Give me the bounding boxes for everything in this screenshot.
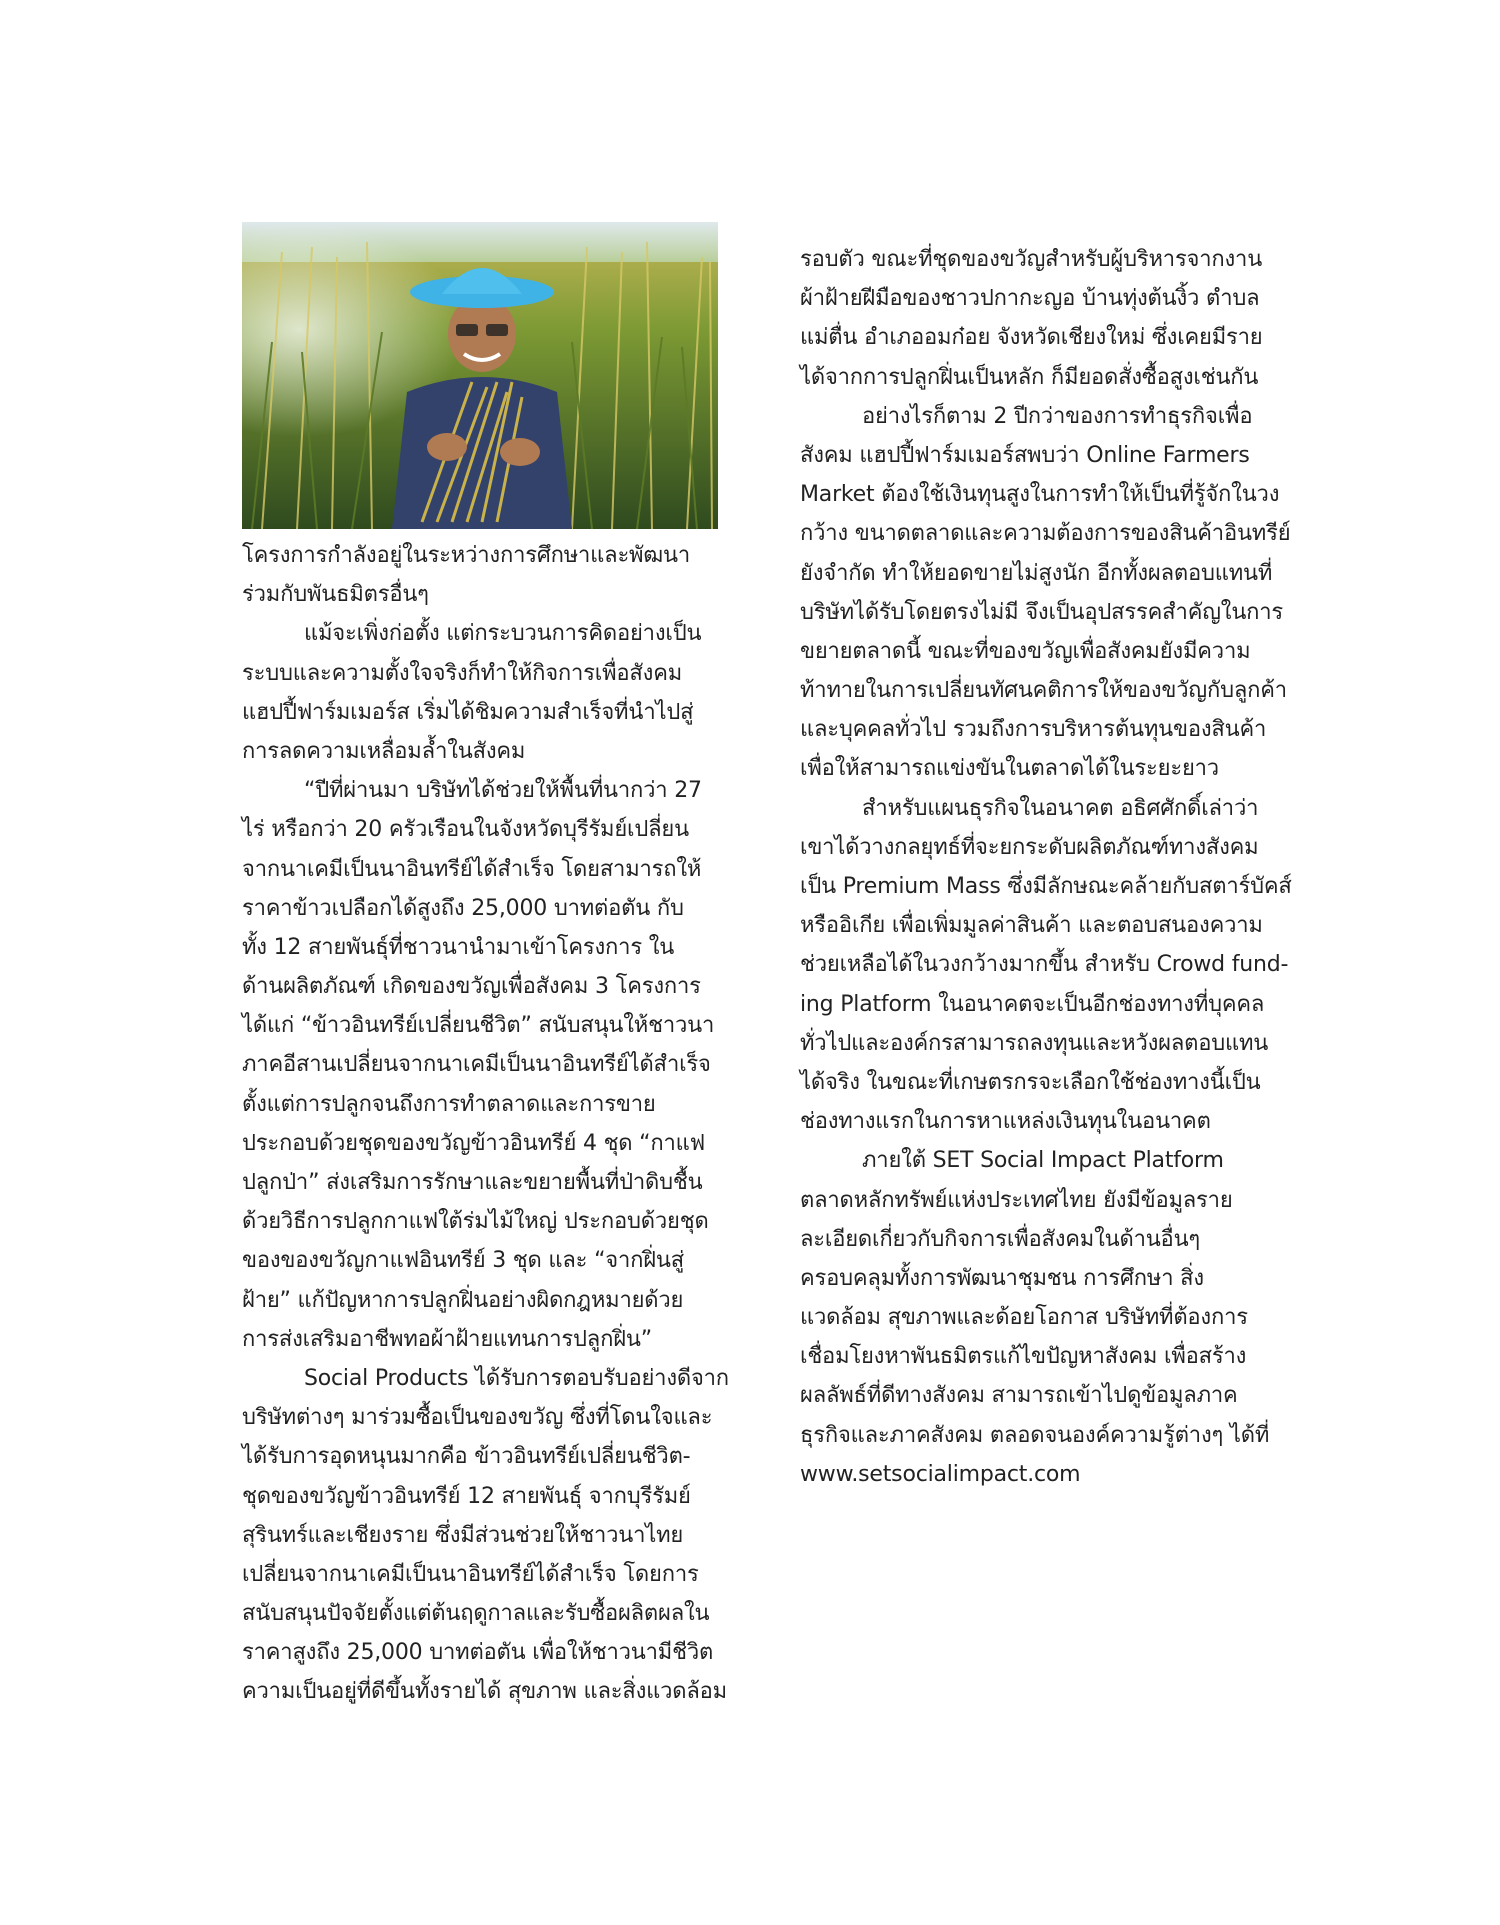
text-line: จากนาเคมีเป็นนาอินทรีย์ได้สำเร็จ โดยสามารถให้ — [242, 856, 702, 882]
text-line: สนับสนุนปัจจัยตั้งแต่ต้นฤดูกาลและรับซื้อผลิตผลใน — [242, 1601, 710, 1627]
paragraph-start: อย่างไรก็ตาม 2 ปีกว่าของการทำธุรกิจเพื่อ — [862, 403, 1253, 429]
text-line: ความเป็นอยู่ที่ดีขึ้นทั้งรายได้ สุขภาพ และสิ่งแวดล้อม — [242, 1679, 727, 1705]
text-line: ยังจำกัด ทำให้ยอดขายไม่สูงนัก อีกทั้งผลตอบแทนที่ — [800, 560, 1273, 586]
text-line: ได้แก่ “ข้าวอินทรีย์เปลี่ยนชีวิต” สนับสนุนให้ชาวนา — [242, 1013, 715, 1039]
text-line: เพื่อให้สามารถแข่งขันในตลาดได้ในระยะยาว — [800, 756, 1219, 782]
text-line: ปลูกป่า” ส่งเสริมการรักษาและขยายพื้นที่ป่าดิบชื้น — [242, 1170, 703, 1195]
text-line: ได้จากการปลูกฝิ่นเป็นหลัก ก็มียอดสั่งซื้อสูงเช่นกัน — [800, 364, 1259, 390]
text-line: ตลาดหลักทรัพย์แห่งประเทศไทย ยังมีข้อมูลราย — [800, 1187, 1233, 1213]
text-line: แม่ตื่น อำเภออมก๋อย จังหวัดเชียงใหม่ ซึ่งเคยมีราย — [800, 325, 1263, 351]
text-line: Market ต้องใช้เงินทุนสูงในการทำให้เป็นที่รู้จักในวง — [800, 482, 1280, 508]
text-line: ครอบคลุมทั้งการพัฒนาชุมชน การศึกษา สิ่ง — [800, 1265, 1204, 1291]
text-line: ด้านผลิตภัณฑ์ เกิดของขวัญเพื่อสังคม 3 โครงการ — [242, 974, 701, 1000]
text-line: รอบตัว ขณะที่ชุดของขวัญสำหรับผู้บริหารจากงาน — [800, 247, 1263, 272]
paragraph-start: ภายใต้ SET Social Impact Platform — [862, 1148, 1224, 1174]
text-line: ตั้งแต่การปลูกจนถึงการทำตลาดและการขาย — [242, 1091, 656, 1117]
website-link[interactable]: www.setsocialimpact.com — [800, 1461, 1081, 1487]
text-line: ing Platform ในอนาคตจะเป็นอีกช่องทางที่บุคคล — [800, 991, 1265, 1017]
text-line: ผ้าฝ้ายฝีมือของชาวปกากะญอ บ้านทุ่งต้นงิ้ว ตำบล — [800, 286, 1260, 312]
text-line: สังคม แฮปปี้ฟาร์มเมอร์สพบว่า Online Farmers — [800, 442, 1250, 468]
paragraph-start: สำหรับแผนธุรกิจในอนาคต อธิศศักดิ์เล่าว่า — [862, 795, 1259, 821]
text-line: กว้าง ขนาดตลาดและความต้องการของสินค้าอินทรีย์ — [800, 521, 1291, 547]
farmer-photo-illustration — [242, 222, 718, 529]
text-line: ประกอบด้วยชุดของขวัญข้าวอินทรีย์ 4 ชุด “กาแฟ — [242, 1130, 706, 1156]
text-line: ด้วยวิธีการปลูกกาแฟใต้ร่มไม้ใหญ่ ประกอบด้วยชุด — [242, 1209, 709, 1235]
text-line: ได้รับการอุดหนุนมากคือ ข้าวอินทรีย์เปลี่ยนชีวิต- — [242, 1444, 691, 1470]
text-line: เปลี่ยนจากนาเคมีเป็นนาอินทรีย์ได้สำเร็จ โดยการ — [242, 1561, 699, 1587]
text-line: เขาได้วางกลยุทธ์ที่จะยกระดับผลิตภัณฑ์ทางสังคม — [800, 834, 1259, 860]
text-line: ไร่ หรือกว่า 20 ครัวเรือนในจังหวัดบุรีรัมย์เปลี่ยน — [242, 817, 689, 843]
text-line: ช่องทางแรกในการหาแหล่งเงินทุนในอนาคต — [800, 1109, 1211, 1135]
text-line: และบุคคลทั่วไป รวมถึงการบริหารต้นทุนของสินค้า — [800, 717, 1267, 743]
text-line: เป็น Premium Mass ซึ่งมีลักษณะคล้ายกับสตาร์บัคส์ — [800, 874, 1292, 899]
text-line: ท้าทายในการเปลี่ยนทัศนคติการให้ของขวัญกับลูกค้า — [800, 678, 1287, 704]
text-line: ขยายตลาดนี้ ขณะที่ของขวัญเพื่อสังคมยังมีความ — [800, 638, 1251, 664]
text-line: เชื่อมโยงหาพันธมิตรแก้ไขปัญหาสังคม เพื่อสร้าง — [800, 1344, 1247, 1370]
text-line: ธุรกิจและภาคสังคม ตลอดจนองค์ความรู้ต่างๆ ได้ที่ — [800, 1422, 1270, 1448]
paragraph-start: แม้จะเพิ่งก่อตั้ง แต่กระบวนการคิดอย่างเป็น — [304, 621, 702, 647]
farmer-photo — [242, 222, 718, 529]
text-line: ช่วยเหลือได้ในวงกว้างมากขึ้น สำหรับ Crowd fund- — [800, 952, 1289, 978]
text-line: ของของขวัญกาแฟอินทรีย์ 3 ชุด และ “จากฝิ่นสู่ — [242, 1248, 685, 1274]
text-line: บริษัทได้รับโดยตรงไม่มี จึงเป็นอุปสรรคสำคัญในการ — [800, 599, 1284, 625]
text-line: บริษัทต่างๆ มาร่วมซื้อเป็นของขวัญ ซึ่งที่โดนใจและ — [242, 1405, 713, 1431]
text-line: ราคาสูงถึง 25,000 บาทต่อตัน เพื่อให้ชาวนามีชีวิต — [242, 1640, 714, 1666]
text-line: ราคาข้าวเปลือกได้สูงถึง 25,000 บาทต่อตัน กับ — [242, 895, 684, 921]
text-line: แฮปปี้ฟาร์มเมอร์ส เริ่มได้ชิมความสำเร็จที่นำไปสู่ — [242, 699, 694, 725]
text-line: สุรินทร์และเชียงราย ซึ่งมีส่วนช่วยให้ชาวนาไทย — [242, 1522, 684, 1548]
text-line: ได้จริง ในขณะที่เกษตรกรจะเลือกใช้ช่องทางนี้เป็น — [800, 1069, 1261, 1095]
text-line: ภาคอีสานเปลี่ยนจากนาเคมีเป็นนาอินทรีย์ได้สำเร็จ — [242, 1052, 711, 1078]
text-line: ทั่วไปและองค์กรสามารถลงทุนและหวังผลตอบแทน — [800, 1030, 1269, 1056]
text-line: การส่งเสริมอาชีพทอผ้าฝ้ายแทนการปลูกฝิ่น” — [242, 1326, 652, 1352]
text-line: ร่วมกับพันธมิตรอื่นๆ — [242, 582, 429, 608]
text-line: ละเอียดเกี่ยวกับกิจการเพื่อสังคมในด้านอื่นๆ — [800, 1226, 1201, 1252]
text-line: หรืออิเกีย เพื่อเพิ่มมูลค่าสินค้า และตอบสนองความ — [800, 913, 1263, 939]
right-text-column — [800, 240, 1290, 1494]
text-line: ฝ้าย” แก้ปัญหาการปลูกฝิ่นอย่างผิดกฎหมายด้วย — [242, 1287, 684, 1313]
paragraph-start: Social Products ได้รับการตอบรับอย่างดีจาก — [304, 1365, 729, 1391]
text-line: การลดความเหลื่อมล้ำในสังคม — [242, 738, 526, 764]
paragraph-start: “ปีที่ผ่านมา บริษัทได้ช่วยให้พื้นที่นากว่า 27 — [304, 778, 702, 804]
text-line: โครงการกำลังอยู่ในระหว่างการศึกษาและพัฒนา — [242, 543, 691, 568]
text-line: แวดล้อม สุขภาพและด้อยโอกาส บริษัทที่ต้องการ — [800, 1305, 1248, 1331]
text-line: ผลลัพธ์ที่ดีทางสังคม สามารถเข้าไปดูข้อมูลภาค — [800, 1383, 1238, 1409]
left-text-column — [242, 536, 732, 1712]
text-line: ชุดของขวัญข้าวอินทรีย์ 12 สายพันธุ์ จากบุรีรัมย์ — [242, 1483, 691, 1509]
text-line: ทั้ง 12 สายพันธุ์ที่ชาวนานำมาเข้าโครงการ ใน — [242, 934, 675, 960]
text-line: ระบบและความตั้งใจจริงก็ทำให้กิจการเพื่อสังคม — [242, 660, 683, 686]
